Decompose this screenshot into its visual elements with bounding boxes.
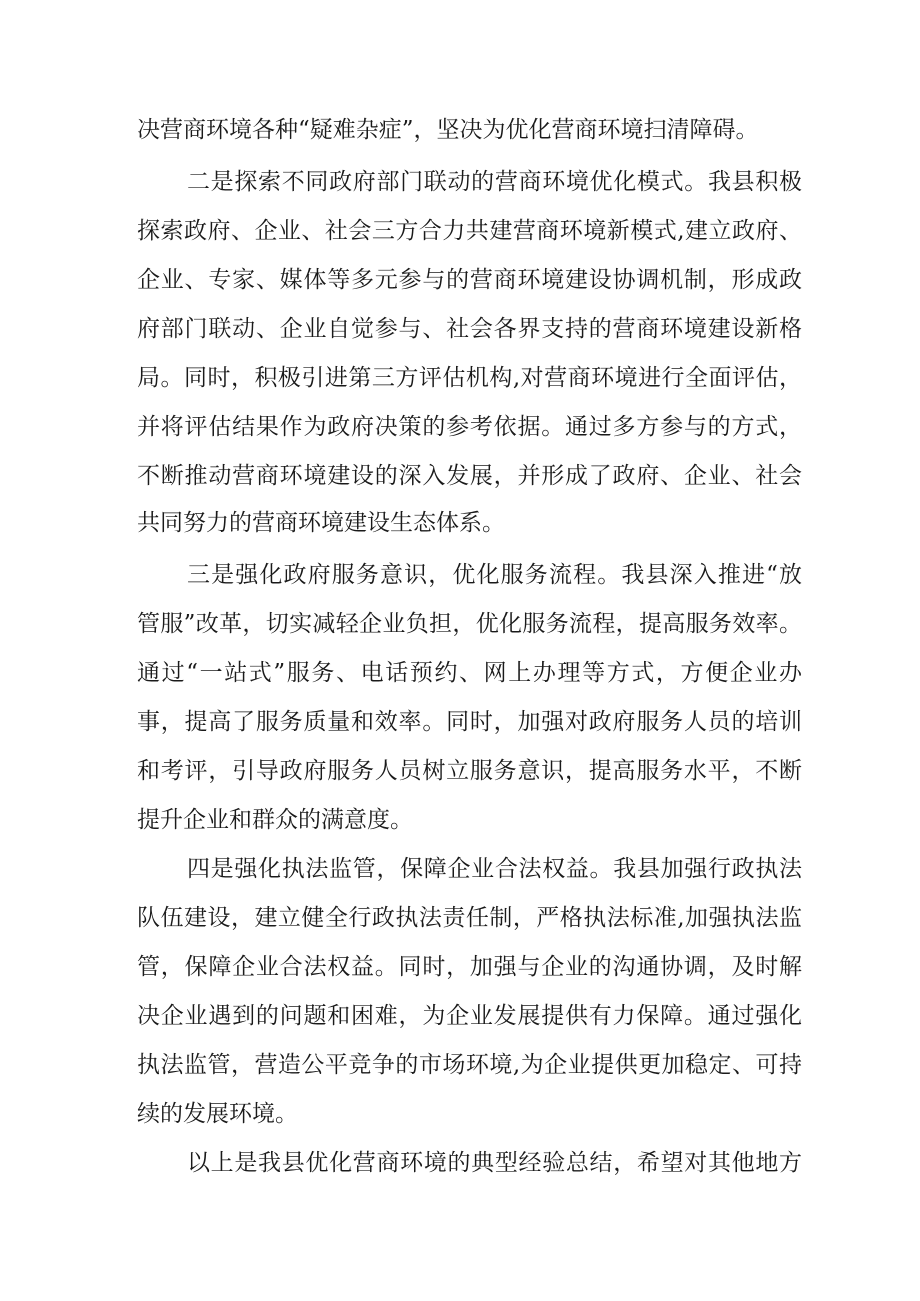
text-line: 提升企业和群众的满意度。 xyxy=(137,807,413,833)
text-line: 企业、专家、媒体等多元参与的营商环境建设协调机制，形成政 xyxy=(137,267,802,293)
text-line: 府部门联动、企业自觉参与、社会各界支持的营商环境建设新格 xyxy=(137,316,802,342)
text-line: 和考评，引导政府服务人员树立服务意识，提高服务水平，不断 xyxy=(137,758,802,784)
text-line: 通过“一站式”服务、电话预约、网上办理等方式，方便企业办 xyxy=(137,660,802,686)
text-line: 决营商环境各种“疑难杂症”，坚决为优化营商环境扫清障碍。 xyxy=(137,117,759,143)
text-line: 决企业遇到的问题和困难，为企业发展提供有力保障。通过强化 xyxy=(137,1003,802,1029)
text-line: 并将评估结果作为政府决策的参考依据。通过多方参与的方式， xyxy=(137,414,802,440)
text-line: 续的发展环境。 xyxy=(137,1101,298,1127)
text-line: 不断推动营商环境建设的深入发展，并形成了政府、企业、社会 xyxy=(137,463,802,489)
text-line: 执法监管，营造公平竞争的市场环境,为企业提供更加稳定、可持 xyxy=(137,1052,802,1078)
text-line: 局。同时，积极引进第三方评估机构,对营商环境进行全面评估， xyxy=(137,365,802,391)
text-line: 管，保障企业合法权益。同时，加强与企业的沟通协调，及时解 xyxy=(137,954,802,980)
text-line: 共同努力的营商环境建设生态体系。 xyxy=(137,510,505,536)
text-line: 事，提高了服务质量和效率。同时，加强对政府服务人员的培训 xyxy=(137,709,802,735)
text-line: 以上是我县优化营商环境的典型经验总结，希望对其他地方 xyxy=(187,1150,802,1176)
text-line: 二是探索不同政府部门联动的营商环境优化模式。我县积极 xyxy=(187,169,802,195)
text-line: 探索政府、企业、社会三方合力共建营商环境新模式,建立政府、 xyxy=(137,218,802,244)
text-line: 管服”改革，切实减轻企业负担，优化服务流程，提高服务效率。 xyxy=(137,611,802,637)
text-line: 三是强化政府服务意识，优化服务流程。我县深入推进“放 xyxy=(187,562,802,588)
text-line: 四是强化执法监管，保障企业合法权益。我县加强行政执法 xyxy=(187,856,802,882)
text-line: 队伍建设，建立健全行政执法责任制，严格执法标准,加强执法监 xyxy=(137,905,802,931)
